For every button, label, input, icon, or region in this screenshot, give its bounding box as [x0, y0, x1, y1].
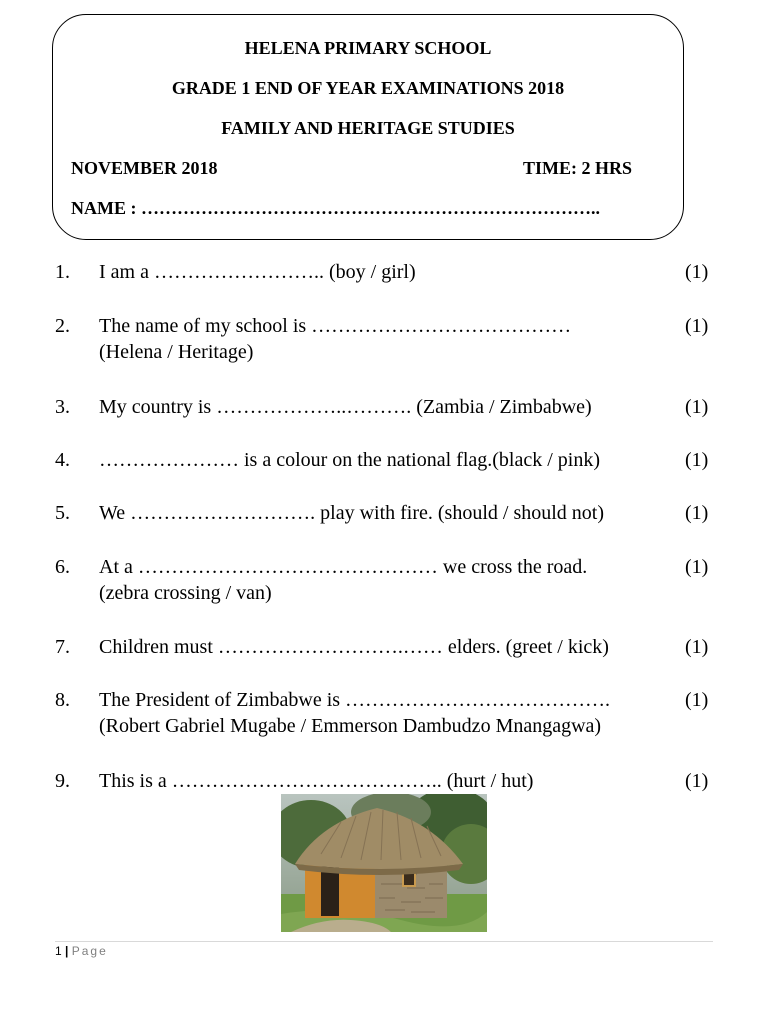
question-number: 9. — [55, 770, 70, 792]
question-mark: (1) — [685, 770, 709, 792]
question-text: At a ……………………………………… we cross the road. — [99, 556, 588, 578]
question-number: 4. — [55, 449, 70, 471]
hut-photo — [281, 794, 487, 932]
name-line: NAME : ………………………………………………………………….. — [71, 198, 600, 218]
question-text: The President of Zimbabwe is …………………………………. — [99, 689, 611, 711]
question-number: 8. — [55, 689, 70, 711]
question-number: 7. — [55, 636, 70, 658]
hut-photo-icon — [281, 794, 487, 932]
question-text: My country is ………………..………. (Zambia / Zimbabwe) — [99, 396, 592, 418]
exam-title: GRADE 1 END OF YEAR EXAMINATIONS 2018 — [171, 78, 565, 98]
question-number: 6. — [55, 556, 70, 578]
question-mark: (1) — [685, 556, 709, 578]
question-mark: (1) — [685, 636, 709, 658]
page-footer — [55, 944, 108, 958]
page-label: Page — [71, 944, 108, 958]
question-mark: (1) — [685, 396, 709, 418]
question-number: 2. — [55, 315, 70, 337]
question-text: This is a ………………………………….. (hurt / hut) — [99, 770, 534, 792]
question-options: (Helena / Heritage) — [99, 341, 254, 363]
question-text: The name of my school is ………………………………… — [99, 315, 572, 337]
page-separator: | — [65, 944, 69, 958]
question-number: 5. — [55, 502, 70, 524]
subject-title: FAMILY AND HERITAGE STUDIES — [221, 118, 515, 138]
footer-divider — [55, 941, 713, 942]
question-text: I am a …………………….. (boy / girl) — [99, 261, 416, 283]
question-mark: (1) — [685, 315, 709, 337]
page-number: 1 — [55, 944, 62, 958]
school-name: HELENA PRIMARY SCHOOL — [244, 38, 492, 58]
exam-header-box — [52, 14, 684, 240]
question-mark: (1) — [685, 449, 709, 471]
question-text: Children must ……………………….…… elders. (greet / kick) — [99, 636, 609, 658]
exam-time: TIME: 2 HRS — [523, 158, 633, 178]
question-text: ………………… is a colour on the national flag.(black / pink) — [99, 449, 601, 471]
question-mark: (1) — [685, 502, 709, 524]
question-options: (Robert Gabriel Mugabe / Emmerson Dambudzo Mnangagwa) — [99, 715, 602, 737]
question-number: 3. — [55, 396, 70, 418]
question-mark: (1) — [685, 261, 709, 283]
question-options: (zebra crossing / van) — [99, 582, 272, 604]
question-text: We ………………………. play with fire. (should / should not) — [99, 502, 605, 524]
question-mark: (1) — [685, 689, 709, 711]
exam-date: NOVEMBER 2018 — [71, 158, 218, 178]
question-number: 1. — [55, 261, 70, 283]
